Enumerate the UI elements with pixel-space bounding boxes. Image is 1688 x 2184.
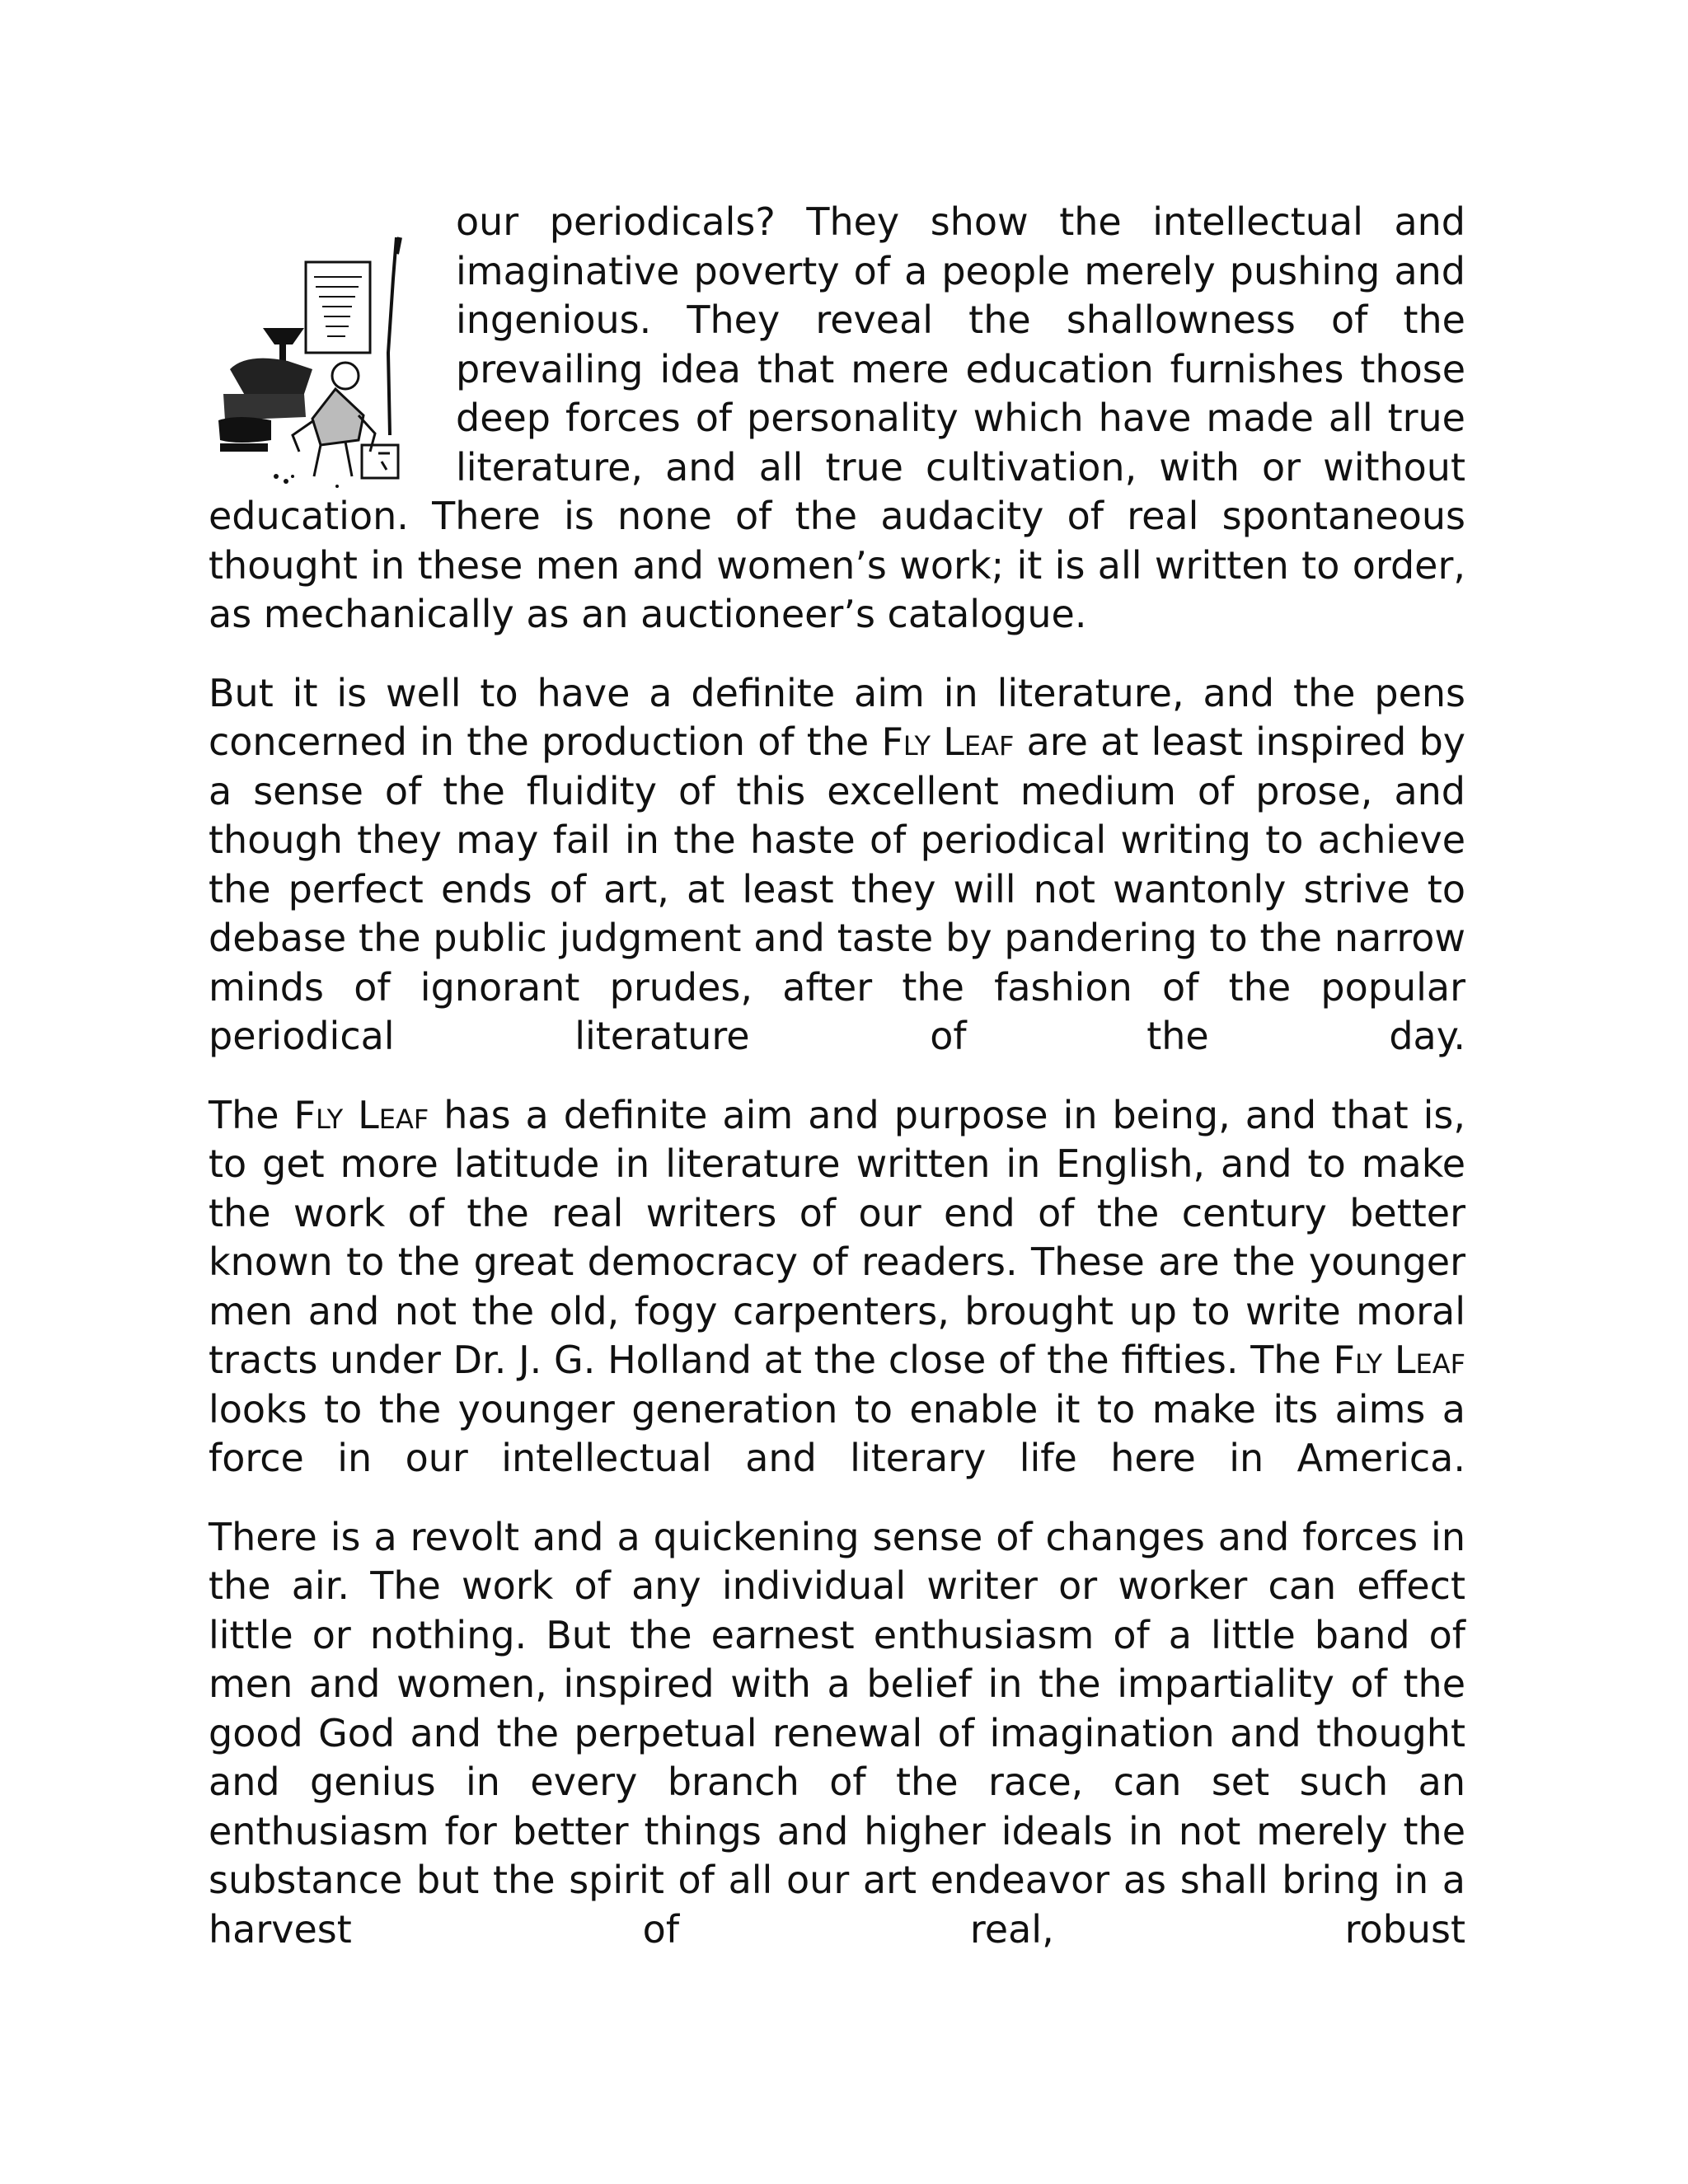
fly-leaf-title: Fly Leaf xyxy=(1333,1338,1465,1382)
paragraph-1: our periodicals? They show the intellectual and imaginative poverty of a people merely pushing and ingenious. They reveal the shallowness of the prevailing idea that mere education furnishes those deep forces of personality which have made all true literature, and all true cultivation, with or without education. There is none of the audacity of real spontaneous thought in these men and women’s work; it is all written to order, as mechanically as an auctioneer’s catalogue. xyxy=(209,199,1465,636)
paragraph-3-part-c: looks to the younger generation to enable it to make its aims a force in our intellectual and literary life here in America. xyxy=(209,1386,1465,1480)
paragraph-2-part-a: But it is well to have a definite aim in literature, and the pens concerned in the production of the xyxy=(209,670,1465,764)
paragraph-2 xyxy=(209,669,1465,1062)
paragraph-3 xyxy=(209,1091,1465,1483)
paragraph-3-part-a: The xyxy=(209,1092,294,1137)
paragraph-2-part-b: are at least inspired by a sense of the fluidity of this excellent medium of prose, and though they may fail in the haste of periodical writing to achieve the perfect ends of art, at least they will not wantonly strive to debase the public judgment and taste by pandering to the narrow minds of ignorant prudes, after the fashion of the popular periodical literature of the day. xyxy=(209,719,1465,1058)
fly-leaf-title: Fly Leaf xyxy=(293,1092,429,1137)
paragraph-1-block xyxy=(209,198,1465,640)
sketch-illustration-icon xyxy=(213,229,428,493)
paragraph-3-part-b: has a definite aim and purpose in being, and that is, to get more latitude in literature written in English, and to make the work of the real writers of our end of the century better known to the great democracy of readers. These are the younger men and not the old, fogy carpenters, brought up to write moral tracts under Dr. J. G. Holland at the close of the fifties. The xyxy=(209,1092,1466,1382)
paragraph-4: There is a revolt and a quickening sense of changes and forces in the air. The work of any individual writer or worker can effect little or nothing. But the earnest enthusiasm of a little band of men and women, inspired with a belief in the impartiality of the good God and the perpetual renewal of imagination and thought and genius in every branch of the race, can set such an enthusiasm for better things and higher ideals in not merely the substance but the spirit of all our art endeavor as shall bring in a harvest of real, robust xyxy=(209,1514,1465,1952)
document-page xyxy=(209,198,1465,1984)
fly-leaf-title: Fly Leaf xyxy=(881,719,1015,764)
illustration-man-reading xyxy=(209,198,456,488)
